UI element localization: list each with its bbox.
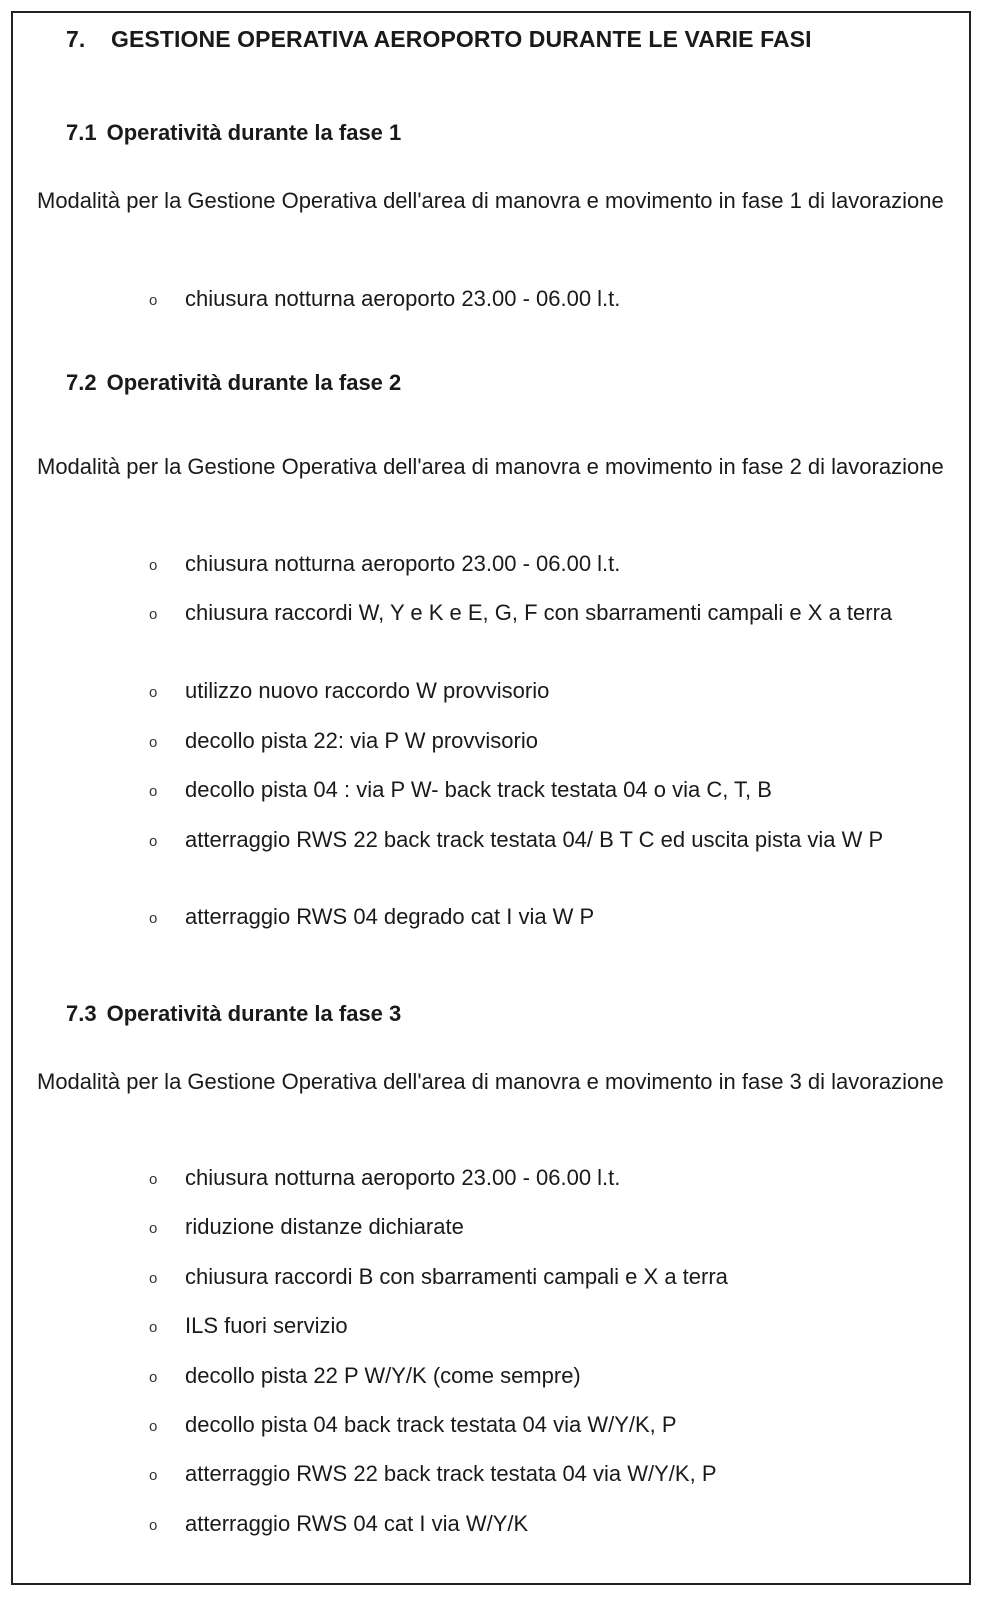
list-item	[149, 1163, 945, 1192]
list-item	[149, 902, 945, 931]
list-item	[149, 775, 945, 804]
list-item-text: chiusura notturna aeroporto 23.00 - 06.00 l.t.	[185, 551, 621, 576]
list-item	[149, 284, 945, 313]
list-item	[149, 676, 945, 705]
list-item-text: chiusura raccordi W, Y e K e E, G, F con sbarramenti campali e X a terra	[185, 600, 893, 625]
list-item-text: decollo pista 04 : via P W- back track testata 04 o via C, T, B	[185, 777, 772, 802]
phase-2-heading	[66, 370, 401, 396]
bullet-icon: o	[149, 1171, 158, 1188]
bullet-icon: o	[149, 684, 158, 701]
phase-3-heading	[66, 1001, 401, 1027]
list-item	[149, 1262, 945, 1291]
list-item-text: ILS fuori servizio	[185, 1313, 348, 1338]
bullet-icon: o	[149, 1418, 158, 1435]
bullet-icon: o	[149, 292, 158, 309]
list-item-text: decollo pista 04 back track testata 04 via W/Y/K, P	[185, 1412, 677, 1437]
list-item-text: atterraggio RWS 04 cat I via W/Y/K	[185, 1511, 529, 1536]
list-item	[149, 549, 945, 578]
phase-title: Operatività durante la fase 3	[106, 1001, 402, 1026]
list-item	[149, 1361, 945, 1390]
bullet-icon: o	[149, 1517, 158, 1534]
list-item-text: decollo pista 22: via P W provvisorio	[185, 728, 538, 753]
bullet-icon: o	[149, 1220, 158, 1237]
bullet-icon: o	[149, 606, 158, 623]
phase-3-intro: Modalità per la Gestione Operativa dell'area di manovra e movimento in fase 3 di lavorazione	[37, 1069, 944, 1094]
list-item-text: riduzione distanze dichiarate	[185, 1214, 464, 1239]
phase-2-intro: Modalità per la Gestione Operativa dell'area di manovra e movimento in fase 2 di lavorazione	[37, 454, 944, 479]
list-item	[149, 1311, 945, 1340]
phase-number: 7.1	[66, 120, 97, 145]
phase-1-heading	[66, 120, 401, 146]
bullet-icon: o	[149, 910, 158, 927]
bullet-icon: o	[149, 557, 158, 574]
phase-number: 7.3	[66, 1001, 97, 1026]
bullet-icon: o	[149, 783, 158, 800]
phase-1-intro: Modalità per la Gestione Operativa dell'area di manovra e movimento in fase 1 di lavorazione	[37, 188, 944, 213]
list-item	[149, 1459, 945, 1488]
bullet-icon: o	[149, 1467, 158, 1484]
list-item-text: atterraggio RWS 22 back track testata 04/ B T C ed uscita pista via W P	[185, 827, 884, 852]
phase-title: Operatività durante la fase 2	[106, 370, 402, 395]
list-item-text: chiusura notturna aeroporto 23.00 - 06.00 l.t.	[185, 1165, 621, 1190]
list-item	[149, 726, 945, 755]
list-item-text: utilizzo nuovo raccordo W provvisorio	[185, 678, 550, 703]
phase-number: 7.2	[66, 370, 97, 395]
list-item-text: decollo pista 22 P W/Y/K (come sempre)	[185, 1363, 581, 1388]
list-item-text: atterraggio RWS 22 back track testata 04 via W/Y/K, P	[185, 1461, 717, 1486]
bullet-icon: o	[149, 1270, 158, 1287]
bullet-icon: o	[149, 734, 158, 751]
bullet-icon: o	[149, 1319, 158, 1336]
list-item	[149, 598, 945, 627]
list-item-text: atterraggio RWS 04 degrado cat I via W P	[185, 904, 595, 929]
list-item	[149, 1410, 945, 1439]
list-item	[149, 1509, 945, 1538]
list-item-text: chiusura notturna aeroporto 23.00 - 06.00 l.t.	[185, 286, 621, 311]
bullet-icon: o	[149, 833, 158, 850]
phase-title: Operatività durante la fase 1	[106, 120, 402, 145]
bullet-icon: o	[149, 1369, 158, 1386]
list-item	[149, 1212, 945, 1241]
section-heading	[66, 26, 812, 53]
section-title: GESTIONE OPERATIVA AEROPORTO DURANTE LE VARIE FASI	[111, 26, 812, 52]
section-number: 7.	[66, 26, 86, 52]
list-item	[149, 825, 945, 854]
list-item-text: chiusura raccordi B con sbarramenti campali e X a terra	[185, 1264, 728, 1289]
